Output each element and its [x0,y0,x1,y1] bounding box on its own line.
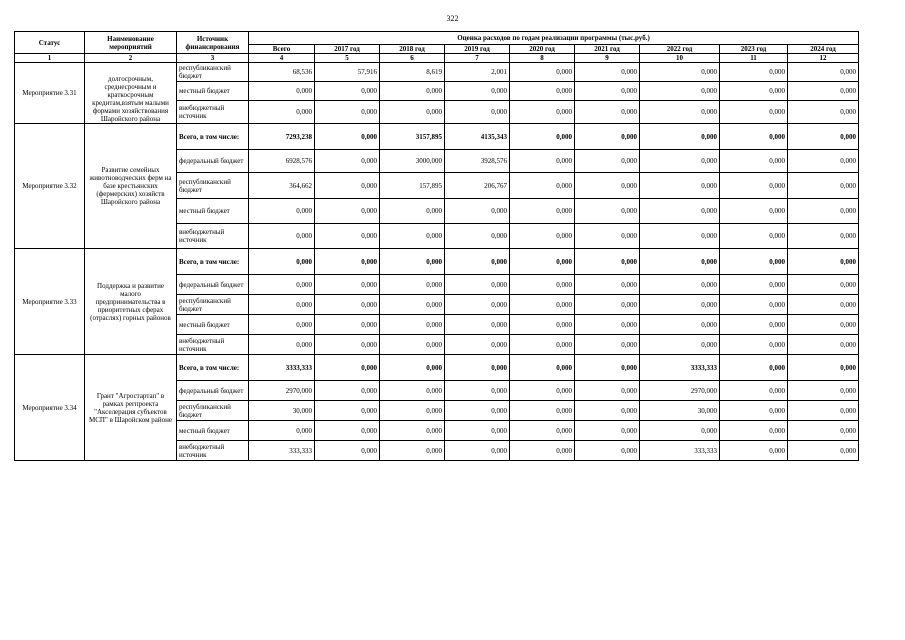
column-number: 12 [788,54,859,63]
amount-cell: 68,536 [249,63,315,82]
amount-cell: 0,000 [510,199,575,224]
measure-status: Мероприятие 3.31 [15,63,85,124]
amount-cell: 0,000 [720,335,788,355]
amount-cell: 0,000 [720,199,788,224]
amount-cell: 0,000 [720,82,788,101]
column-number: 8 [510,54,575,63]
funding-source: местный бюджет [177,82,249,101]
amount-cell: 0,000 [510,441,575,461]
column-number: 4 [249,54,315,63]
amount-cell: 0,000 [788,335,859,355]
amount-cell: 0,000 [720,295,788,315]
amount-cell: 0,000 [445,199,510,224]
amount-cell: 0,000 [720,224,788,249]
amount-cell: 0,000 [510,150,575,173]
amount-cell: 0,000 [315,224,380,249]
amount-cell: 0,000 [315,355,380,381]
amount-cell: 0,000 [640,124,720,150]
amount-cell: 0,000 [445,381,510,401]
amount-cell: 0,000 [445,441,510,461]
amount-cell: 0,000 [249,315,315,335]
amount-cell: 0,000 [315,249,380,275]
amount-cell: 0,000 [249,295,315,315]
header-year: 2017 год [315,45,380,54]
header-year: 2022 год [640,45,720,54]
amount-cell: 0,000 [575,295,640,315]
table-row [15,124,859,150]
funding-source: внебюджетный источник [177,335,249,355]
measure-status: Мероприятие 3.33 [15,249,85,355]
header-year: 2021 год [575,45,640,54]
header-year: 2024 год [788,45,859,54]
table-row [15,63,859,82]
amount-cell: 0,000 [640,199,720,224]
amount-cell: 0,000 [315,401,380,421]
amount-cell: 0,000 [315,101,380,124]
amount-cell: 0,000 [510,275,575,295]
measure-name: Развитие семейных животноводческих ферм на базе крестьянских (фермерских) хозяйств Шаройского района [85,124,177,249]
amount-cell: 0,000 [315,124,380,150]
funding-source: федеральный бюджет [177,150,249,173]
amount-cell: 0,000 [445,335,510,355]
amount-cell: 0,000 [510,401,575,421]
amount-cell: 0,000 [640,335,720,355]
amount-cell: 0,000 [315,199,380,224]
amount-cell: 0,000 [249,335,315,355]
amount-cell: 0,000 [510,295,575,315]
header-estimate: Оценка расходов по годам реализации программы (тыс.руб.) [249,32,859,45]
amount-cell: 0,000 [510,224,575,249]
amount-cell: 0,000 [720,101,788,124]
amount-cell: 7293,238 [249,124,315,150]
header-year: Всего [249,45,315,54]
amount-cell: 0,000 [510,249,575,275]
funding-source: Всего, в том числе: [177,355,249,381]
funding-source: республиканский бюджет [177,63,249,82]
funding-source: Всего, в том числе: [177,124,249,150]
amount-cell: 0,000 [640,82,720,101]
amount-cell: 0,000 [640,275,720,295]
amount-cell: 0,000 [380,275,445,295]
amount-cell: 157,895 [380,173,445,199]
amount-cell: 0,000 [575,421,640,441]
amount-cell: 0,000 [510,355,575,381]
amount-cell: 0,000 [249,82,315,101]
amount-cell: 0,000 [249,249,315,275]
funding-source: республиканский бюджет [177,401,249,421]
amount-cell: 0,000 [720,401,788,421]
funding-source: федеральный бюджет [177,275,249,295]
amount-cell: 0,000 [315,173,380,199]
amount-cell: 0,000 [575,199,640,224]
amount-cell: 3928,576 [445,150,510,173]
amount-cell: 333,333 [249,441,315,461]
header-name: Наименование мероприятий [85,32,177,54]
amount-cell: 0,000 [575,101,640,124]
amount-cell: 0,000 [788,401,859,421]
amount-cell: 0,000 [720,249,788,275]
measure-name: Грант "Агростартап" в рамках регпроекта "Акселерация субъектов МСП" в Шаройском районе [85,355,177,461]
amount-cell: 0,000 [380,335,445,355]
amount-cell: 2,001 [445,63,510,82]
amount-cell: 0,000 [720,275,788,295]
column-number: 1 [15,54,85,63]
amount-cell: 0,000 [640,315,720,335]
amount-cell: 0,000 [380,101,445,124]
amount-cell: 3157,895 [380,124,445,150]
amount-cell: 0,000 [788,173,859,199]
table-row [15,355,859,381]
funding-source: внебюджетный источник [177,224,249,249]
amount-cell: 0,000 [575,249,640,275]
amount-cell: 0,000 [510,315,575,335]
amount-cell: 0,000 [510,124,575,150]
expense-table [14,31,859,461]
column-number: 10 [640,54,720,63]
column-number: 11 [720,54,788,63]
amount-cell: 0,000 [380,249,445,275]
amount-cell: 0,000 [640,249,720,275]
amount-cell: 0,000 [788,199,859,224]
page-number: 322 [446,14,459,23]
amount-cell: 0,000 [788,124,859,150]
amount-cell: 0,000 [380,82,445,101]
amount-cell: 0,000 [640,421,720,441]
amount-cell: 0,000 [575,224,640,249]
funding-source: местный бюджет [177,199,249,224]
amount-cell: 0,000 [380,381,445,401]
amount-cell: 0,000 [380,199,445,224]
header-year: 2020 год [510,45,575,54]
amount-cell: 2970,000 [249,381,315,401]
amount-cell: 0,000 [315,275,380,295]
amount-cell: 0,000 [510,335,575,355]
amount-cell: 0,000 [720,315,788,335]
amount-cell: 3333,333 [249,355,315,381]
amount-cell: 0,000 [510,101,575,124]
amount-cell: 0,000 [788,275,859,295]
amount-cell: 0,000 [445,295,510,315]
header-source: Источник финансирования [177,32,249,54]
table-row [15,249,859,275]
column-number: 9 [575,54,640,63]
amount-cell: 0,000 [640,101,720,124]
amount-cell: 0,000 [380,401,445,421]
amount-cell: 2970,000 [640,381,720,401]
amount-cell: 0,000 [249,275,315,295]
amount-cell: 0,000 [640,150,720,173]
amount-cell: 0,000 [640,295,720,315]
amount-cell: 0,000 [510,82,575,101]
amount-cell: 0,000 [575,124,640,150]
amount-cell: 0,000 [720,421,788,441]
funding-source: федеральный бюджет [177,381,249,401]
amount-cell: 0,000 [445,421,510,441]
amount-cell: 0,000 [315,335,380,355]
header-year: 2018 год [380,45,445,54]
amount-cell: 0,000 [720,381,788,401]
funding-source: внебюджетный источник [177,441,249,461]
amount-cell: 0,000 [575,401,640,421]
amount-cell: 0,000 [445,275,510,295]
amount-cell: 3000,000 [380,150,445,173]
amount-cell: 0,000 [315,295,380,315]
amount-cell: 0,000 [720,441,788,461]
amount-cell: 0,000 [720,124,788,150]
funding-source: Всего, в том числе: [177,249,249,275]
amount-cell: 0,000 [640,63,720,82]
amount-cell: 0,000 [788,63,859,82]
amount-cell: 0,000 [315,441,380,461]
measure-status: Мероприятие 3.34 [15,355,85,461]
column-number: 2 [85,54,177,63]
amount-cell: 0,000 [380,315,445,335]
amount-cell: 0,000 [445,401,510,421]
amount-cell: 0,000 [575,63,640,82]
header-year: 2023 год [720,45,788,54]
amount-cell: 0,000 [788,295,859,315]
funding-source: республиканский бюджет [177,173,249,199]
amount-cell: 0,000 [380,355,445,381]
column-number: 7 [445,54,510,63]
amount-cell: 0,000 [788,249,859,275]
amount-cell: 0,000 [788,150,859,173]
funding-source: местный бюджет [177,421,249,441]
measure-name: долгосрочным, среднесрочным и краткосрочным кредитам,взятым малыми формами хозяйствования Шаройского района [85,63,177,124]
amount-cell: 0,000 [445,224,510,249]
amount-cell: 0,000 [575,355,640,381]
amount-cell: 0,000 [575,150,640,173]
amount-cell: 0,000 [788,441,859,461]
amount-cell: 0,000 [249,224,315,249]
amount-cell: 0,000 [445,82,510,101]
amount-cell: 57,916 [315,63,380,82]
amount-cell: 0,000 [575,275,640,295]
amount-cell: 0,000 [788,381,859,401]
column-number: 6 [380,54,445,63]
amount-cell: 0,000 [510,63,575,82]
amount-cell: 0,000 [249,421,315,441]
amount-cell: 0,000 [445,355,510,381]
amount-cell: 0,000 [445,249,510,275]
amount-cell: 0,000 [788,421,859,441]
amount-cell: 0,000 [249,199,315,224]
amount-cell: 0,000 [575,335,640,355]
amount-cell: 0,000 [575,173,640,199]
amount-cell: 0,000 [788,315,859,335]
amount-cell: 0,000 [788,224,859,249]
amount-cell: 0,000 [575,441,640,461]
amount-cell: 0,000 [380,441,445,461]
amount-cell: 206,767 [445,173,510,199]
measure-name: Поддержка и развитие малого предпринимательства в приоритетных сферах (отраслях) горных районов [85,249,177,355]
amount-cell: 0,000 [720,355,788,381]
header-year: 2019 год [445,45,510,54]
amount-cell: 0,000 [510,421,575,441]
amount-cell: 333,333 [640,441,720,461]
amount-cell: 0,000 [640,224,720,249]
amount-cell: 0,000 [380,421,445,441]
amount-cell: 0,000 [315,315,380,335]
amount-cell: 8,619 [380,63,445,82]
amount-cell: 0,000 [510,173,575,199]
amount-cell: 364,662 [249,173,315,199]
amount-cell: 0,000 [315,82,380,101]
amount-cell: 6928,576 [249,150,315,173]
header-status: Статус [15,32,85,54]
amount-cell: 0,000 [510,381,575,401]
amount-cell: 0,000 [575,82,640,101]
amount-cell: 0,000 [720,63,788,82]
amount-cell: 0,000 [720,150,788,173]
column-number: 5 [315,54,380,63]
amount-cell: 0,000 [445,315,510,335]
amount-cell: 0,000 [445,101,510,124]
column-number: 3 [177,54,249,63]
amount-cell: 0,000 [788,101,859,124]
amount-cell: 0,000 [788,82,859,101]
amount-cell: 0,000 [575,381,640,401]
amount-cell: 0,000 [315,150,380,173]
amount-cell: 0,000 [788,355,859,381]
funding-source: республиканский бюджет [177,295,249,315]
amount-cell: 0,000 [315,421,380,441]
amount-cell: 0,000 [380,295,445,315]
amount-cell: 0,000 [575,315,640,335]
amount-cell: 0,000 [720,173,788,199]
measure-status: Мероприятие 3.32 [15,124,85,249]
amount-cell: 4135,343 [445,124,510,150]
funding-source: местный бюджет [177,315,249,335]
amount-cell: 30,000 [249,401,315,421]
funding-source: внебюджетный источник [177,101,249,124]
amount-cell: 0,000 [315,381,380,401]
amount-cell: 0,000 [640,173,720,199]
amount-cell: 0,000 [249,101,315,124]
amount-cell: 3333,333 [640,355,720,381]
amount-cell: 0,000 [380,224,445,249]
amount-cell: 30,000 [640,401,720,421]
